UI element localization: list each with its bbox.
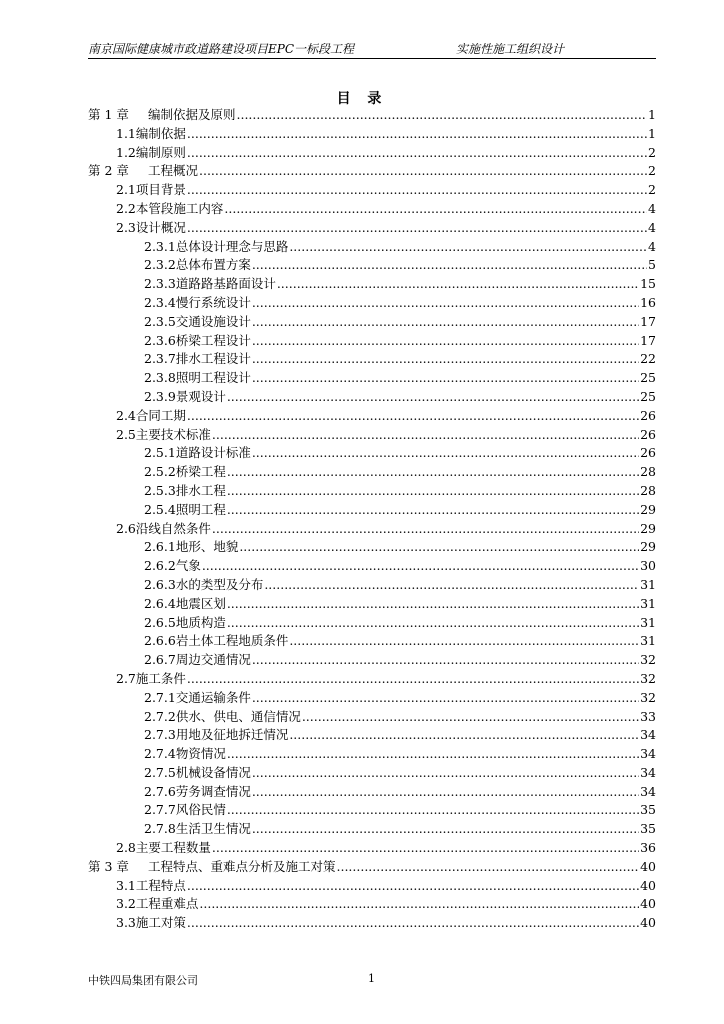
toc-dot-leader (187, 407, 639, 426)
toc-entry[interactable] (88, 670, 656, 689)
toc-entry-number: 第 2 章 (88, 163, 129, 179)
toc-entry-text: 排水工程 (175, 482, 226, 498)
toc-entry-page: 4 (648, 238, 656, 254)
toc-entry-text: 工程概况 (148, 163, 199, 179)
toc-entry-number: 2.4 (116, 407, 136, 423)
toc-dot-leader (252, 444, 639, 463)
toc-entry-text: 地震区划 (175, 595, 226, 611)
toc-entry-page: 36 (640, 840, 656, 856)
toc-entry[interactable] (88, 858, 656, 877)
toc-entry[interactable] (88, 877, 656, 896)
toc-entry-page: 32 (640, 652, 656, 668)
toc-entry[interactable] (88, 557, 656, 576)
toc-dot-leader (187, 219, 647, 238)
toc-dot-leader (187, 181, 647, 200)
toc-dot-leader (252, 369, 639, 388)
toc-entry-number: 2.3.2 (144, 257, 176, 273)
toc-entry-page: 15 (640, 276, 656, 292)
toc-entry[interactable] (88, 256, 656, 275)
toc-entry-number: 2.7.2 (144, 708, 176, 724)
toc-entry-page: 26 (640, 407, 656, 423)
toc-dot-leader (212, 520, 639, 539)
toc-entry-text: 设计概况 (135, 219, 186, 235)
toc-entry[interactable] (88, 200, 656, 219)
toc-entry-number: 2.6.3 (144, 576, 176, 592)
toc-entry-text: 道路路基路面设计 (175, 276, 276, 292)
toc-entry[interactable] (88, 538, 656, 557)
toc-entry-page: 22 (640, 351, 656, 367)
toc-entry-page: 34 (640, 764, 656, 780)
toc-entry-page: 35 (640, 802, 656, 818)
toc-dot-leader (227, 482, 639, 501)
toc-entry-text: 工程特点 (135, 877, 186, 893)
toc-entry-text: 本管段施工内容 (135, 200, 224, 216)
toc-entry-number: 2.5.2 (144, 464, 176, 480)
toc-entry[interactable] (88, 708, 656, 727)
toc-entry-text: 机械设备情况 (175, 764, 251, 780)
toc-dot-leader (289, 726, 639, 745)
toc-dot-leader (289, 238, 647, 257)
toc-dot-leader (224, 200, 647, 219)
toc-entry[interactable] (88, 576, 656, 595)
toc-entry-text: 道路设计标准 (175, 445, 251, 461)
toc-entry-number: 2.3.5 (144, 313, 176, 329)
toc-title: 目 录 (336, 91, 388, 107)
toc-dot-leader (252, 651, 639, 670)
toc-entry-text: 气象 (175, 558, 201, 574)
toc-entry-number: 2.7.6 (144, 783, 176, 799)
toc-entry-page: 1 (648, 125, 656, 141)
toc-entry[interactable] (88, 332, 656, 351)
toc-entry-text: 排水工程设计 (175, 351, 251, 367)
toc-dot-leader (187, 670, 639, 689)
toc-dot-leader (289, 632, 639, 651)
page-header (88, 40, 656, 59)
toc-dot-leader (252, 256, 647, 275)
toc-entry-number: 2.7.3 (144, 727, 176, 743)
toc-dot-leader (227, 614, 639, 633)
toc-entry-text: 水的类型及分布 (175, 576, 264, 592)
toc-entry-number: 2.1 (116, 182, 136, 198)
toc-entry-text: 物资情况 (175, 746, 226, 762)
toc-entry-page: 25 (640, 370, 656, 386)
toc-entry-number: 1.1 (116, 125, 136, 141)
toc-dot-leader (187, 125, 647, 144)
toc-dot-leader (187, 877, 639, 896)
toc-entry-number: 第 1 章 (88, 107, 129, 122)
toc-entry-number: 2.6.6 (144, 633, 176, 649)
toc-entry-text: 劳务调查情况 (175, 783, 251, 799)
toc-entry[interactable] (88, 313, 656, 332)
toc-entry-page: 29 (640, 520, 656, 536)
toc-dot-leader (212, 839, 639, 858)
header-document-type: 实施性施工组织设计 (456, 42, 565, 56)
toc-entry-text: 桥梁工程设计 (175, 332, 251, 348)
toc-entry-number: 2.7.5 (144, 764, 176, 780)
toc-dot-leader (227, 801, 639, 820)
toc-entry-number: 2.6.4 (144, 595, 176, 611)
toc-entry-page: 31 (640, 614, 656, 630)
footer-page-number: 1 (368, 972, 375, 985)
toc-entry-number: 2.6.7 (144, 652, 176, 668)
toc-entry[interactable] (88, 520, 656, 539)
toc-entry-page: 29 (640, 539, 656, 555)
toc-entry-text: 交通运输条件 (175, 689, 251, 705)
toc-entry-page: 31 (640, 633, 656, 649)
toc-entry[interactable] (88, 783, 656, 802)
toc-dot-leader (252, 783, 639, 802)
toc-entry[interactable] (88, 501, 656, 520)
toc-entry-text: 编制依据 (135, 125, 186, 141)
toc-entry-page: 35 (640, 821, 656, 837)
toc-entry[interactable] (88, 388, 656, 407)
toc-dot-leader (252, 294, 639, 313)
toc-entry[interactable] (88, 632, 656, 651)
toc-entry-text: 总体设计理念与思路 (175, 238, 289, 254)
toc-dot-leader (277, 275, 639, 294)
toc-entry-text: 用地及征地拆迁情况 (175, 727, 289, 743)
toc-dot-leader (302, 708, 639, 727)
toc-entry-page: 34 (640, 783, 656, 799)
footer-company: 中铁四局集团有限公司 (88, 974, 198, 987)
toc-entry-page: 2 (648, 144, 656, 160)
toc-entry-text: 景观设计 (175, 388, 226, 404)
toc-entry[interactable] (88, 914, 656, 933)
toc-entry-page: 26 (640, 426, 656, 442)
toc-entry-number: 2.7 (116, 670, 136, 686)
toc-entry-number: 2.7.4 (144, 746, 176, 762)
toc-dot-leader (252, 689, 639, 708)
toc-entry-number: 2.3.9 (144, 388, 176, 404)
toc-entry-text: 照明工程 (175, 501, 226, 517)
toc-entry-page: 5 (648, 257, 656, 273)
toc-entry-page: 28 (640, 464, 656, 480)
toc-entry-text: 照明工程设计 (175, 370, 251, 386)
toc-entry-text: 编制原则 (135, 144, 186, 160)
toc-entry[interactable] (88, 689, 656, 708)
toc-entry-number: 2.3.8 (144, 370, 176, 386)
toc-entry-text: 慢行系统设计 (175, 294, 251, 310)
toc-dot-leader (239, 538, 639, 557)
toc-entry-text: 项目背景 (135, 182, 186, 198)
toc-entry-text: 风俗民情 (175, 802, 226, 818)
toc-entry-page: 40 (640, 877, 656, 893)
toc-entry-text: 施工条件 (135, 670, 186, 686)
toc-entry[interactable] (88, 294, 656, 313)
toc-entry[interactable] (88, 125, 656, 144)
toc-entry[interactable] (88, 426, 656, 445)
toc-dot-leader (227, 745, 639, 764)
toc-dot-leader (227, 388, 639, 407)
toc-entry-page: 2 (648, 182, 656, 198)
toc-entry-page: 2 (648, 163, 656, 179)
toc-entry[interactable] (88, 275, 656, 294)
toc-entry[interactable] (88, 181, 656, 200)
toc-entry-page: 33 (640, 708, 656, 724)
toc-entry-text: 编制依据及原则 (148, 107, 236, 122)
toc-entry-page: 32 (640, 689, 656, 705)
toc-entry-page: 40 (640, 858, 656, 874)
toc-dot-leader (202, 557, 639, 576)
toc-entry[interactable] (88, 745, 656, 764)
toc-entry[interactable] (88, 162, 656, 181)
toc-entry[interactable] (88, 895, 656, 914)
toc-entry-number: 2.3.3 (144, 276, 176, 292)
toc-entry-page: 17 (640, 332, 656, 348)
toc-dot-leader (252, 764, 639, 783)
toc-entry-page: 30 (640, 558, 656, 574)
toc-entry[interactable] (88, 463, 656, 482)
toc-entry-text: 总体布置方案 (175, 257, 251, 273)
toc-dot-leader (252, 350, 639, 369)
toc-entry-text: 工程特点、重难点分析及施工对策 (148, 858, 336, 874)
toc-entry-number: 2.5 (116, 426, 136, 442)
toc-entry-number: 2.3 (116, 219, 136, 235)
toc-entry-number: 2.7.8 (144, 821, 176, 837)
toc-dot-leader (237, 106, 648, 125)
toc-dot-leader (199, 895, 639, 914)
toc-entry-page: 17 (640, 313, 656, 329)
toc-entry-page: 40 (640, 896, 656, 912)
toc-entry[interactable] (88, 106, 656, 125)
toc-entry-number: 3.2 (116, 896, 136, 912)
toc-entry-number: 2.5.3 (144, 482, 176, 498)
toc-entry-number: 2.5.1 (144, 445, 176, 461)
toc-entry-number: 第 3 章 (88, 858, 129, 874)
toc-entry-number: 2.6.2 (144, 558, 176, 574)
toc-entry-page: 34 (640, 727, 656, 743)
toc-dot-leader (199, 162, 647, 181)
page-footer (88, 972, 656, 988)
toc-entry-page: 1 (648, 107, 656, 122)
toc-entry-page: 40 (640, 915, 656, 931)
toc-entry[interactable] (88, 651, 656, 670)
toc-entry-text: 地形、地貌 (175, 539, 239, 555)
toc-dot-leader (264, 576, 639, 595)
toc-dot-leader (187, 914, 639, 933)
toc-entry[interactable] (88, 350, 656, 369)
toc-entry[interactable] (88, 238, 656, 257)
toc-entry-text: 交通设施设计 (175, 313, 251, 329)
toc-entry-page: 29 (640, 501, 656, 517)
toc-entry-page: 26 (640, 445, 656, 461)
table-of-contents (88, 106, 656, 933)
toc-entry-page: 4 (648, 219, 656, 235)
toc-entry-number: 1.2 (116, 144, 136, 160)
toc-dot-leader (252, 332, 639, 351)
toc-entry-page: 28 (640, 482, 656, 498)
toc-entry-number: 2.8 (116, 840, 136, 856)
toc-entry-number: 2.5.4 (144, 501, 176, 517)
toc-entry-text: 主要技术标准 (135, 426, 211, 442)
toc-entry[interactable] (88, 144, 656, 163)
toc-entry-number: 2.7.1 (144, 689, 176, 705)
toc-entry[interactable] (88, 614, 656, 633)
toc-entry-number: 3.1 (116, 877, 136, 893)
toc-dot-leader (227, 463, 639, 482)
toc-entry-number: 2.7.7 (144, 802, 176, 818)
toc-entry-number: 2.3.7 (144, 351, 176, 367)
toc-entry-number: 2.3.1 (144, 238, 176, 254)
toc-entry-page: 25 (640, 388, 656, 404)
toc-entry[interactable] (88, 369, 656, 388)
toc-entry-text: 沿线自然条件 (135, 520, 211, 536)
toc-entry[interactable] (88, 482, 656, 501)
toc-entry[interactable] (88, 219, 656, 238)
toc-entry-number: 2.6 (116, 520, 136, 536)
toc-entry-number: 2.6.5 (144, 614, 176, 630)
toc-entry-text: 供水、供电、通信情况 (175, 708, 301, 724)
toc-entry-text: 桥梁工程 (175, 464, 226, 480)
toc-entry-text: 工程重难点 (135, 896, 199, 912)
toc-dot-leader (227, 595, 639, 614)
toc-entry-number: 3.3 (116, 915, 136, 931)
toc-dot-leader (227, 501, 639, 520)
toc-entry[interactable] (88, 726, 656, 745)
toc-dot-leader (252, 820, 639, 839)
toc-entry-page: 34 (640, 746, 656, 762)
toc-dot-leader (337, 858, 640, 877)
toc-entry-text: 周边交通情况 (175, 652, 251, 668)
header-project-title: 南京国际健康城市政道路建设项目EPC一标段工程 (88, 42, 355, 56)
toc-entry-text: 合同工期 (135, 407, 186, 423)
toc-entry-text: 岩土体工程地质条件 (175, 633, 289, 649)
toc-entry[interactable] (88, 820, 656, 839)
toc-dot-leader (212, 426, 639, 445)
toc-dot-leader (252, 313, 639, 332)
toc-entry-number: 2.2 (116, 200, 136, 216)
toc-entry-number: 2.3.6 (144, 332, 176, 348)
toc-entry-text: 主要工程数量 (135, 840, 211, 856)
toc-dot-leader (187, 144, 647, 163)
toc-entry-text: 施工对策 (135, 915, 186, 931)
toc-entry-page: 16 (640, 294, 656, 310)
toc-entry[interactable] (88, 444, 656, 463)
toc-entry-page: 31 (640, 576, 656, 592)
toc-entry-page: 32 (640, 670, 656, 686)
toc-entry[interactable] (88, 595, 656, 614)
toc-entry[interactable] (88, 407, 656, 426)
toc-entry-page: 4 (648, 200, 656, 216)
toc-entry[interactable] (88, 764, 656, 783)
toc-entry-text: 地质构造 (175, 614, 226, 630)
toc-entry-text: 生活卫生情况 (175, 821, 251, 837)
toc-entry-number: 2.3.4 (144, 294, 176, 310)
toc-entry-page: 31 (640, 595, 656, 611)
toc-entry-number: 2.6.1 (144, 539, 176, 555)
toc-entry[interactable] (88, 801, 656, 820)
toc-entry[interactable] (88, 839, 656, 858)
